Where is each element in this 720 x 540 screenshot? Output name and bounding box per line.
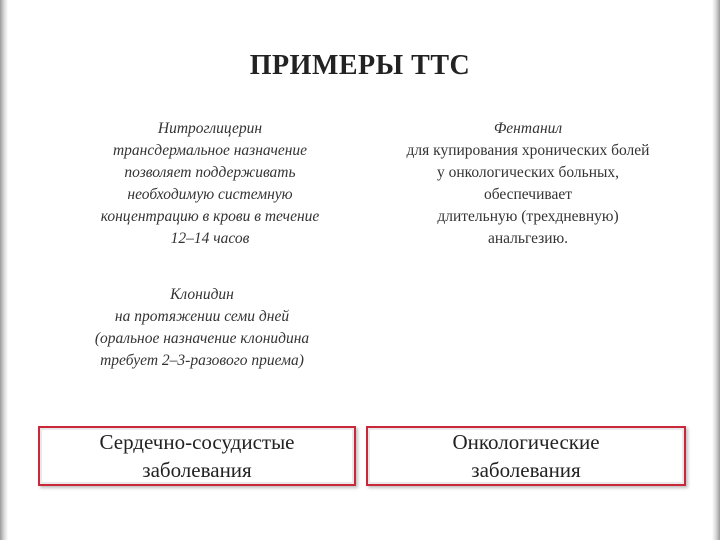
clonidine-block [52,284,352,372]
nitroglycerin-text: трансдермальное назначение позволяет поддерживать необходимую системную концентрацию в крови в течение 12–14 часов [100,142,320,247]
clonidine-text: на протяжении семи дней (оральное назначение клонидина требует 2–3-разового приема) [94,308,310,369]
fentanyl-heading: Фентанил [493,120,563,137]
nitroglycerin-block [70,118,350,250]
nitroglycerin-heading: Нитроглицерин [157,120,263,137]
oncological-diseases-box: Онкологические заболевания [366,426,686,486]
clonidine-heading: Клонидин [170,286,234,303]
cardiovascular-diseases-box: Сердечно-сосудистые заболевания [38,426,356,486]
slide-title: ПРИМЕРЫ ТТС [249,50,471,81]
fentanyl-text: для купирования хронических болей у онкологических больных, обеспечивает длительную (трехдневную) анальгезию. [406,142,650,247]
fentanyl-block [378,118,678,250]
